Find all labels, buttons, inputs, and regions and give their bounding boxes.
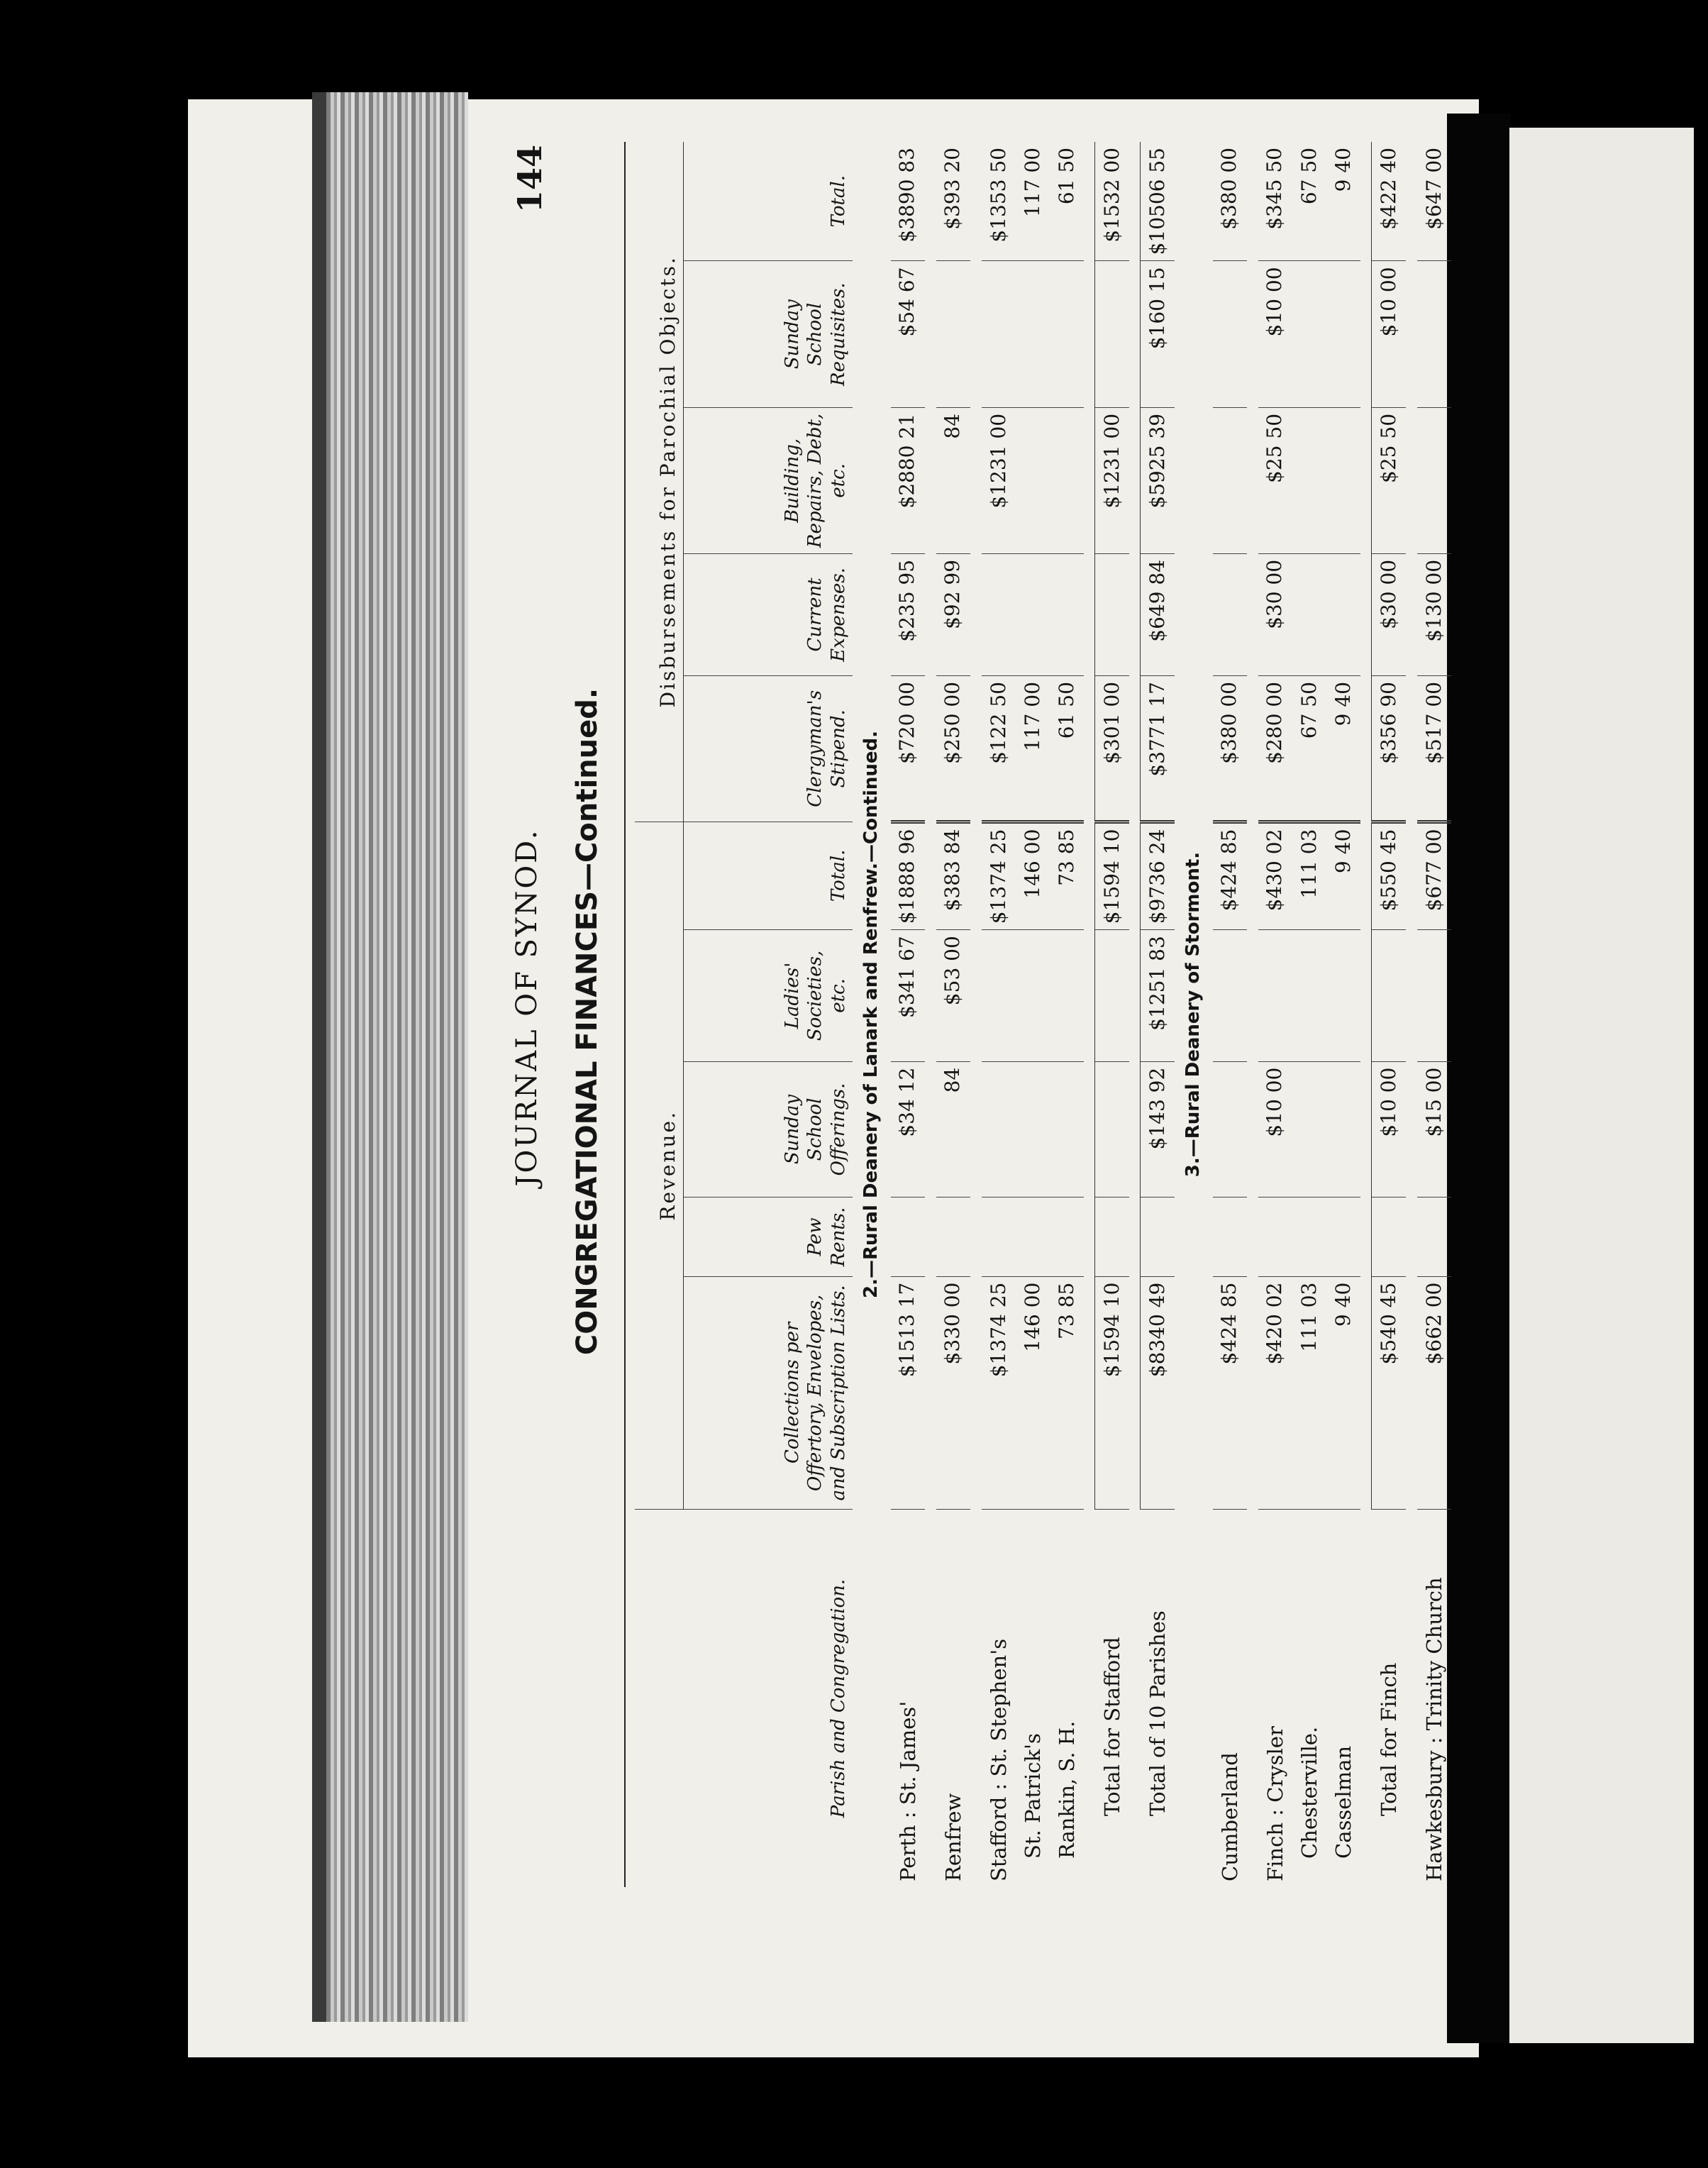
amount-cell: $380 00 xyxy=(1213,142,1247,261)
amount-cell xyxy=(1050,261,1084,407)
amount-cell xyxy=(1213,1198,1247,1276)
amount-cell xyxy=(1292,1198,1326,1276)
amount-cell: $250 00 xyxy=(936,676,970,822)
parish-name: Renfrew xyxy=(941,1793,965,1881)
amount-cell: $1594 10 xyxy=(1095,1276,1129,1509)
amount-cell xyxy=(982,553,1016,675)
col-disbursements-total: Total. xyxy=(684,142,853,261)
amount-cell xyxy=(1016,261,1050,407)
amount-cell xyxy=(1326,261,1360,407)
amount-cell: 9 40 xyxy=(1326,1276,1360,1509)
amount-cell xyxy=(1292,553,1326,675)
amount-cell: $393 20 xyxy=(936,142,970,261)
amount-cell xyxy=(1292,1061,1326,1198)
amount-cell xyxy=(1095,1198,1129,1276)
amount-cell: 61 50 xyxy=(1050,142,1084,261)
amount-cell: $380 00 xyxy=(1213,676,1247,822)
amount-cell: 61 50 xyxy=(1050,676,1084,822)
amount-cell xyxy=(982,261,1016,407)
amount-cell: $550 45 xyxy=(1372,822,1406,930)
amount-cell: 73 85 xyxy=(1050,822,1084,930)
amount-cell: $10 00 xyxy=(1258,261,1292,407)
amount-cell: $2880 21 xyxy=(891,407,925,553)
amount-cell: $25 50 xyxy=(1372,407,1406,553)
amount-cell: $422 40 xyxy=(1372,142,1406,261)
running-header xyxy=(511,114,553,1930)
amount-cell: $1532 00 xyxy=(1095,142,1129,261)
parish-name: Finch : Crysler xyxy=(1263,1726,1287,1881)
amount-cell xyxy=(1095,553,1129,675)
amount-cell: $301 00 xyxy=(1095,676,1129,822)
amount-cell xyxy=(1016,930,1050,1061)
amount-cell xyxy=(1417,1198,1451,1276)
col-ladies: Ladies' Societies, etc. xyxy=(684,930,853,1061)
amount-cell: $122 50 xyxy=(982,676,1016,822)
amount-cell: $383 84 xyxy=(936,822,970,930)
amount-cell xyxy=(1326,553,1360,675)
amount-cell: $9736 24 xyxy=(1141,822,1175,930)
amount-cell: $1231 00 xyxy=(1095,407,1129,553)
amount-cell: $143 92 xyxy=(1141,1061,1175,1198)
amount-cell: $10 00 xyxy=(1258,1061,1292,1198)
amount-cell xyxy=(1016,407,1050,553)
amount-cell: $677 00 xyxy=(1417,822,1451,930)
amount-cell xyxy=(1417,930,1451,1061)
parish-name: Cumberland xyxy=(1217,1752,1242,1881)
col-pew-rents: Pew Rents. xyxy=(684,1198,853,1276)
table-row xyxy=(1258,142,1292,1887)
amount-cell: 9 40 xyxy=(1326,822,1360,930)
table-row xyxy=(1417,142,1451,1887)
amount-cell xyxy=(936,1198,970,1276)
amount-cell: $235 95 xyxy=(891,553,925,675)
amount-cell: $540 45 xyxy=(1372,1276,1406,1509)
amount-cell xyxy=(1292,261,1326,407)
amount-cell: 9 40 xyxy=(1326,676,1360,822)
rotated-page-content xyxy=(511,114,1446,1930)
amount-cell xyxy=(982,1198,1016,1276)
amount-cell: $647 00 xyxy=(1417,142,1451,261)
amount-cell: $30 00 xyxy=(1372,553,1406,675)
amount-cell: $5925 39 xyxy=(1141,407,1175,553)
amount-cell xyxy=(1417,261,1451,407)
table-row xyxy=(982,142,1016,1887)
amount-cell xyxy=(1213,930,1247,1061)
amount-cell xyxy=(1141,1198,1175,1276)
amount-cell: $34 12 xyxy=(891,1061,925,1198)
amount-cell xyxy=(1326,930,1360,1061)
amount-cell xyxy=(1050,407,1084,553)
amount-cell: $1374 25 xyxy=(982,822,1016,930)
parish-name: Stafford : St. Stephen's xyxy=(986,1638,1011,1881)
amount-cell: $1513 17 xyxy=(891,1276,925,1509)
parish-name: St. Patrick's xyxy=(1020,1733,1045,1859)
section-heading: 3.—Rural Deanery of Stormont. xyxy=(1182,851,1204,1178)
amount-cell: $345 50 xyxy=(1258,142,1292,261)
main-heading: CONGREGATIONAL FINANCES—Continued. xyxy=(571,687,604,1356)
amount-cell: 84 xyxy=(936,407,970,553)
amount-cell: $10 00 xyxy=(1372,261,1406,407)
parish-name: Total for Finch xyxy=(1376,1662,1401,1816)
amount-cell: $10 00 xyxy=(1372,1061,1406,1198)
amount-cell: $280 00 xyxy=(1258,676,1292,822)
parish-name: Total of 10 Parishes xyxy=(1145,1610,1170,1816)
amount-cell xyxy=(1050,1061,1084,1198)
amount-cell: 111 03 xyxy=(1292,822,1326,930)
col-current: Current Expenses. xyxy=(684,553,853,675)
amount-cell: $8340 49 xyxy=(1141,1276,1175,1509)
amount-cell: $15 00 xyxy=(1417,1061,1451,1198)
amount-cell xyxy=(1213,407,1247,553)
amount-cell xyxy=(1050,930,1084,1061)
amount-cell: $1251 83 xyxy=(1141,930,1175,1061)
amount-cell xyxy=(1050,553,1084,675)
amount-cell: $662 00 xyxy=(1417,1276,1451,1509)
amount-cell: $420 02 xyxy=(1258,1276,1292,1509)
amount-cell xyxy=(936,261,970,407)
page-edges xyxy=(326,92,468,2022)
amount-cell xyxy=(891,1198,925,1276)
disbursements-header: Disbursements for Parochial Objects. xyxy=(635,142,684,822)
table-row xyxy=(1016,142,1050,1887)
amount-cell xyxy=(1213,261,1247,407)
table-row xyxy=(1050,142,1084,1887)
amount-cell xyxy=(1095,261,1129,407)
amount-cell xyxy=(1016,1198,1050,1276)
amount-cell: $330 00 xyxy=(936,1276,970,1509)
table-row xyxy=(1372,142,1406,1887)
table-row xyxy=(1095,142,1129,1887)
amount-cell: $1231 00 xyxy=(982,407,1016,553)
amount-cell: $25 50 xyxy=(1258,407,1292,553)
amount-cell: $10506 55 xyxy=(1141,142,1175,261)
table-row xyxy=(1141,142,1175,1887)
amount-cell xyxy=(1417,407,1451,553)
amount-cell: $1353 50 xyxy=(982,142,1016,261)
amount-cell: 146 00 xyxy=(1016,822,1050,930)
amount-cell: $3890 83 xyxy=(891,142,925,261)
amount-cell: $53 00 xyxy=(936,930,970,1061)
amount-cell: $424 85 xyxy=(1213,822,1247,930)
parish-name: Rankin, S. H. xyxy=(1054,1720,1079,1859)
amount-cell: $54 67 xyxy=(891,261,925,407)
parish-name: Perth : St. James' xyxy=(895,1700,920,1881)
parish-name: Total for Stafford xyxy=(1099,1637,1124,1816)
finances-table xyxy=(635,142,1451,1887)
table-row xyxy=(891,142,925,1887)
amount-cell xyxy=(1016,553,1050,675)
amount-cell: 9 40 xyxy=(1326,142,1360,261)
amount-cell xyxy=(1095,1061,1129,1198)
col-stipend: Clergyman's Stipend. xyxy=(684,676,853,822)
amount-cell xyxy=(1372,930,1406,1061)
amount-cell xyxy=(1326,407,1360,553)
amount-cell: $720 00 xyxy=(891,676,925,822)
amount-cell: $649 84 xyxy=(1141,553,1175,675)
amount-cell xyxy=(1213,553,1247,675)
amount-cell xyxy=(1292,407,1326,553)
table-row xyxy=(936,142,970,1887)
amount-cell: $92 99 xyxy=(936,553,970,675)
section-heading: 2.—Rural Deanery of Lanark and Renfrew.—Continued. xyxy=(860,731,882,1298)
amount-cell: 73 85 xyxy=(1050,1276,1084,1509)
parish-name: Hawkesbury : Trinity Church xyxy=(1421,1577,1446,1881)
amount-cell: 111 03 xyxy=(1292,1276,1326,1509)
amount-cell xyxy=(1016,1061,1050,1198)
amount-cell: $3771 17 xyxy=(1141,676,1175,822)
col-ss-offerings: Sunday School Offerings. xyxy=(684,1061,853,1198)
col-building: Building, Repairs, Debt, etc. xyxy=(684,407,853,553)
table-row xyxy=(1292,142,1326,1887)
amount-cell: 146 00 xyxy=(1016,1276,1050,1509)
amount-cell: $1374 25 xyxy=(982,1276,1016,1509)
amount-cell xyxy=(1095,930,1129,1061)
amount-cell: $1888 96 xyxy=(891,822,925,930)
amount-cell xyxy=(1292,930,1326,1061)
amount-cell: 117 00 xyxy=(1016,676,1050,822)
amount-cell: $356 90 xyxy=(1372,676,1406,822)
top-rule xyxy=(624,142,626,1887)
amount-cell: 67 50 xyxy=(1292,676,1326,822)
amount-cell: 117 00 xyxy=(1016,142,1050,261)
amount-cell xyxy=(982,930,1016,1061)
amount-cell xyxy=(1258,1198,1292,1276)
amount-cell: $130 00 xyxy=(1417,553,1451,675)
amount-cell xyxy=(1258,930,1292,1061)
col-ss-requisites: Sunday School Requisites. xyxy=(684,261,853,407)
amount-cell: $1594 10 xyxy=(1095,822,1129,930)
amount-cell: $424 85 xyxy=(1213,1276,1247,1509)
col-collections: Collections per Offertory, Envelopes, and Subscription Lists. xyxy=(684,1276,853,1509)
amount-cell xyxy=(982,1061,1016,1198)
revenue-header: Revenue. xyxy=(635,822,684,1509)
parish-name: Chesterville. xyxy=(1297,1726,1321,1859)
amount-cell xyxy=(1050,1198,1084,1276)
facing-page xyxy=(1509,128,1694,2043)
parish-name: Casselman xyxy=(1331,1745,1355,1859)
amount-cell xyxy=(1326,1061,1360,1198)
amount-cell xyxy=(1326,1198,1360,1276)
amount-cell: 67 50 xyxy=(1292,142,1326,261)
amount-cell: $160 15 xyxy=(1141,261,1175,407)
amount-cell xyxy=(1372,1198,1406,1276)
amount-cell: $30 00 xyxy=(1258,553,1292,675)
col-revenue-total: Total. xyxy=(684,822,853,930)
amount-cell: $517 00 xyxy=(1417,676,1451,822)
col-parish: Parish and Congregation. xyxy=(827,1578,849,1818)
table-row xyxy=(1326,142,1360,1887)
amount-cell: $430 02 xyxy=(1258,822,1292,930)
page-number: 144 xyxy=(511,144,549,213)
amount-cell: $341 67 xyxy=(891,930,925,1061)
running-head: JOURNAL OF SYNOD. xyxy=(511,828,543,1187)
amount-cell: 84 xyxy=(936,1061,970,1198)
book-gutter xyxy=(1447,114,1511,2043)
amount-cell xyxy=(1213,1061,1247,1198)
table-row xyxy=(1213,142,1247,1887)
